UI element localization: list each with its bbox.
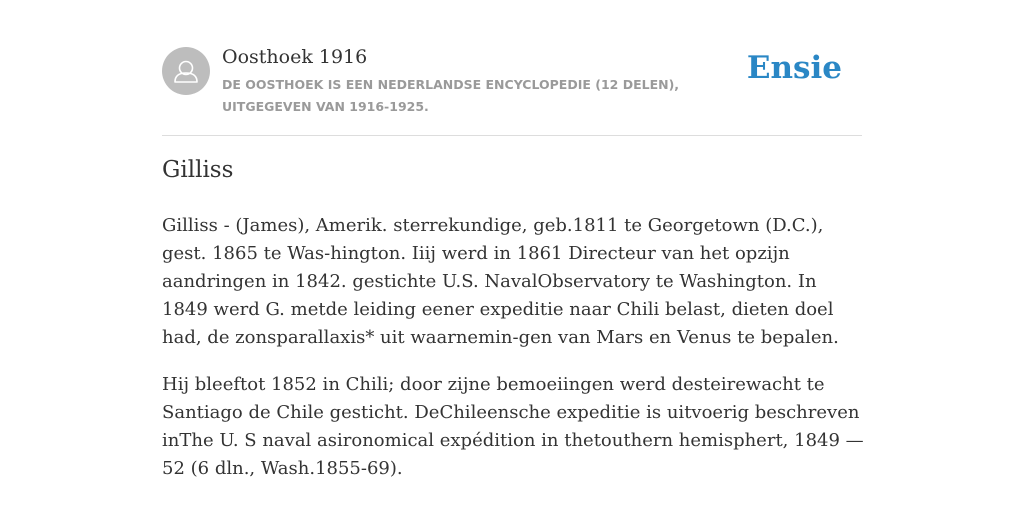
entry-paragraph: Hij bleeftot 1852 in Chili; door zijne bemoeiingen werd desteirewacht te Santiago de Chile gesticht. DeChileensche expeditie is uitvoerig beschreven inThe U. S naval asironomical expédition in thetouthern hemisphert, 1849 —52 (6 dln., Wash.1855-69).: [162, 374, 864, 479]
source-header: [162, 44, 862, 124]
source-name[interactable]: Oosthoek 1916: [222, 46, 368, 68]
entry-body: [162, 212, 867, 502]
entry-paragraph: Gilliss - (James), Amerik. sterrekundige, geb.1811 te Georgetown (D.C.), gest. 1865 te Was-hington. Iiij werd in 1861 Directeur van het opzijn aandringen in 1842. gestichte U.S. NavalObservatory te Washington. In 1849 werd G. metde leiding eener expeditie naar Chili belast, dieten doel had, de zonsparallaxis* uit waarnemin-gen van Mars en Venus te bepalen.: [162, 215, 839, 348]
avatar[interactable]: [162, 47, 210, 95]
source-description: DE OOSTHOEK IS EEN NEDERLANDSE ENCYCLOPEDIE (12 DELEN), UITGEGEVEN VAN 1916-1925.: [222, 77, 680, 114]
entry-title: Gilliss: [162, 157, 234, 183]
header-divider: [162, 135, 862, 136]
user-icon: [162, 47, 210, 95]
ensie-logo-link[interactable]: Ensie: [746, 50, 842, 86]
